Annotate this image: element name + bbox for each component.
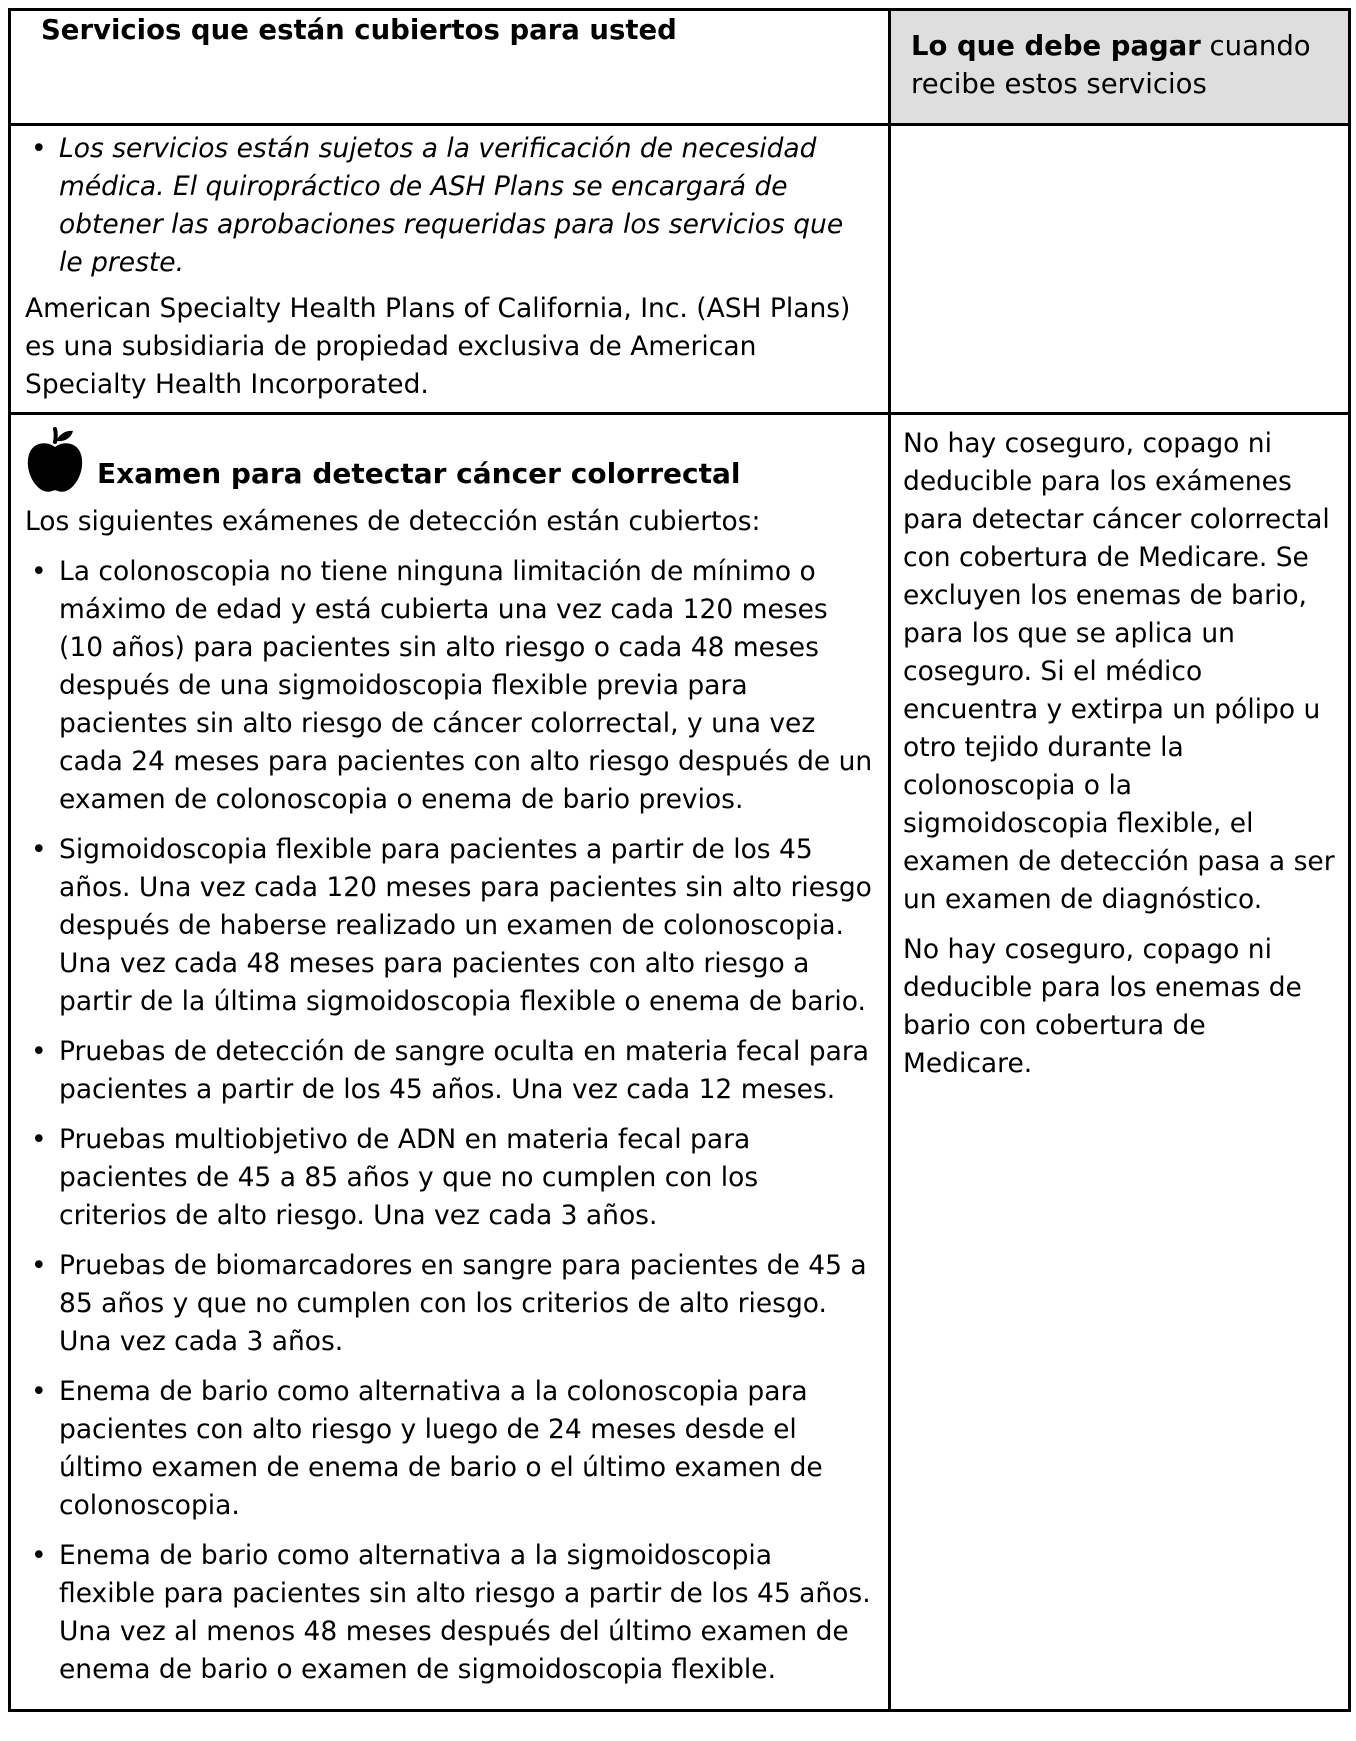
list-item: • Enema de bario como alternativa a la sigmoidoscopia flexible para pacientes sin alto riesgo a partir de los 45 años. Una vez al menos 48 meses después del último examen de enema de bario o examen de sigmoidoscopia flexible. — [25, 1537, 874, 1689]
row2-services-cell — [10, 414, 890, 1711]
row1-italic-bullet: • Los servicios están sujetos a la verificación de necesidad médica. El quiropráctico de ASH Plans se encargará de obtener las aprobaciones requeridas para los servicios que le preste. — [25, 130, 874, 282]
cost-paragraph-1: No hay coseguro, copago ni deducible para los exámenes para detectar cáncer colorrectal con cobertura de Medicare. Se excluyen los enemas de bario, para los que se aplica un coseguro. Si el médico encuentra y extirpa un pólipo u otro tejido durante la colonoscopia o la sigmoidoscopia flexible, el examen de detección pasa a ser un examen de diagnóstico. — [903, 428, 1335, 915]
header-row — [10, 10, 1350, 125]
row1-services-cell — [10, 125, 890, 414]
row2-payment-cell — [890, 414, 1350, 1711]
row-colorectal-screening — [10, 414, 1350, 1711]
benefits-table — [8, 8, 1351, 1712]
section-lead: Los siguientes exámenes de detección están cubiertos: — [25, 506, 761, 537]
screening-bullet-list — [25, 553, 874, 1689]
header-services-label: Servicios que están cubiertos para usted — [41, 14, 677, 46]
header-services — [10, 10, 890, 125]
header-payment-label — [891, 11, 1348, 103]
list-item: • La colonoscopia no tiene ninguna limitación de mínimo o máximo de edad y está cubierta una vez cada 120 meses (10 años) para pacientes sin alto riesgo o cada 48 meses después de una sigmoidoscopia flexible previa para pacientes sin alto riesgo de cáncer colorrectal, y una vez cada 24 meses para pacientes con alto riesgo después de un examen de colonoscopia o enema de bario previos. — [25, 553, 874, 819]
row1-payment-cell — [890, 125, 1350, 414]
list-item: • Pruebas de biomarcadores en sangre para pacientes de 45 a 85 años y que no cumplen con los criterios de alto riesgo. Una vez cada 3 años. — [25, 1247, 874, 1361]
section-title-text: Examen para detectar cáncer colorrectal — [97, 457, 741, 490]
list-item: • Pruebas de detección de sangre oculta en materia fecal para pacientes a partir de los 45 años. Una vez cada 12 meses. — [25, 1033, 874, 1109]
section-title — [25, 425, 874, 495]
apple-icon — [25, 425, 85, 495]
header-payment-bold: Lo que debe pagar — [911, 30, 1201, 62]
row1-bullet-list — [25, 130, 874, 282]
header-payment-rest: cuando recibe estos servicios — [911, 30, 1311, 100]
cost-paragraph-2: No hay coseguro, copago ni deducible para los enemas de bario con cobertura de Medicare. — [903, 934, 1302, 1079]
row-chiropractic-notes — [10, 125, 1350, 414]
list-item: • Pruebas multiobjetivo de ADN en materia fecal para pacientes de 45 a 85 años y que no cumplen con los criterios de alto riesgo. Una vez cada 3 años. — [25, 1121, 874, 1235]
header-payment — [890, 10, 1350, 125]
row1-paragraph: American Specialty Health Plans of California, Inc. (ASH Plans) es una subsidiaria de propiedad exclusiva de American Specialty Health Incorporated. — [25, 293, 851, 400]
list-item: • Enema de bario como alternativa a la colonoscopia para pacientes con alto riesgo y luego de 24 meses desde el último examen de enema de bario o el último examen de colonoscopia. — [25, 1373, 874, 1525]
list-item: • Sigmoidoscopia flexible para pacientes a partir de los 45 años. Una vez cada 120 meses para pacientes sin alto riesgo después de haberse realizado un examen de colonoscopia. Una vez cada 48 meses para pacientes con alto riesgo a partir de la última sigmoidoscopia flexible o enema de bario. — [25, 831, 874, 1021]
